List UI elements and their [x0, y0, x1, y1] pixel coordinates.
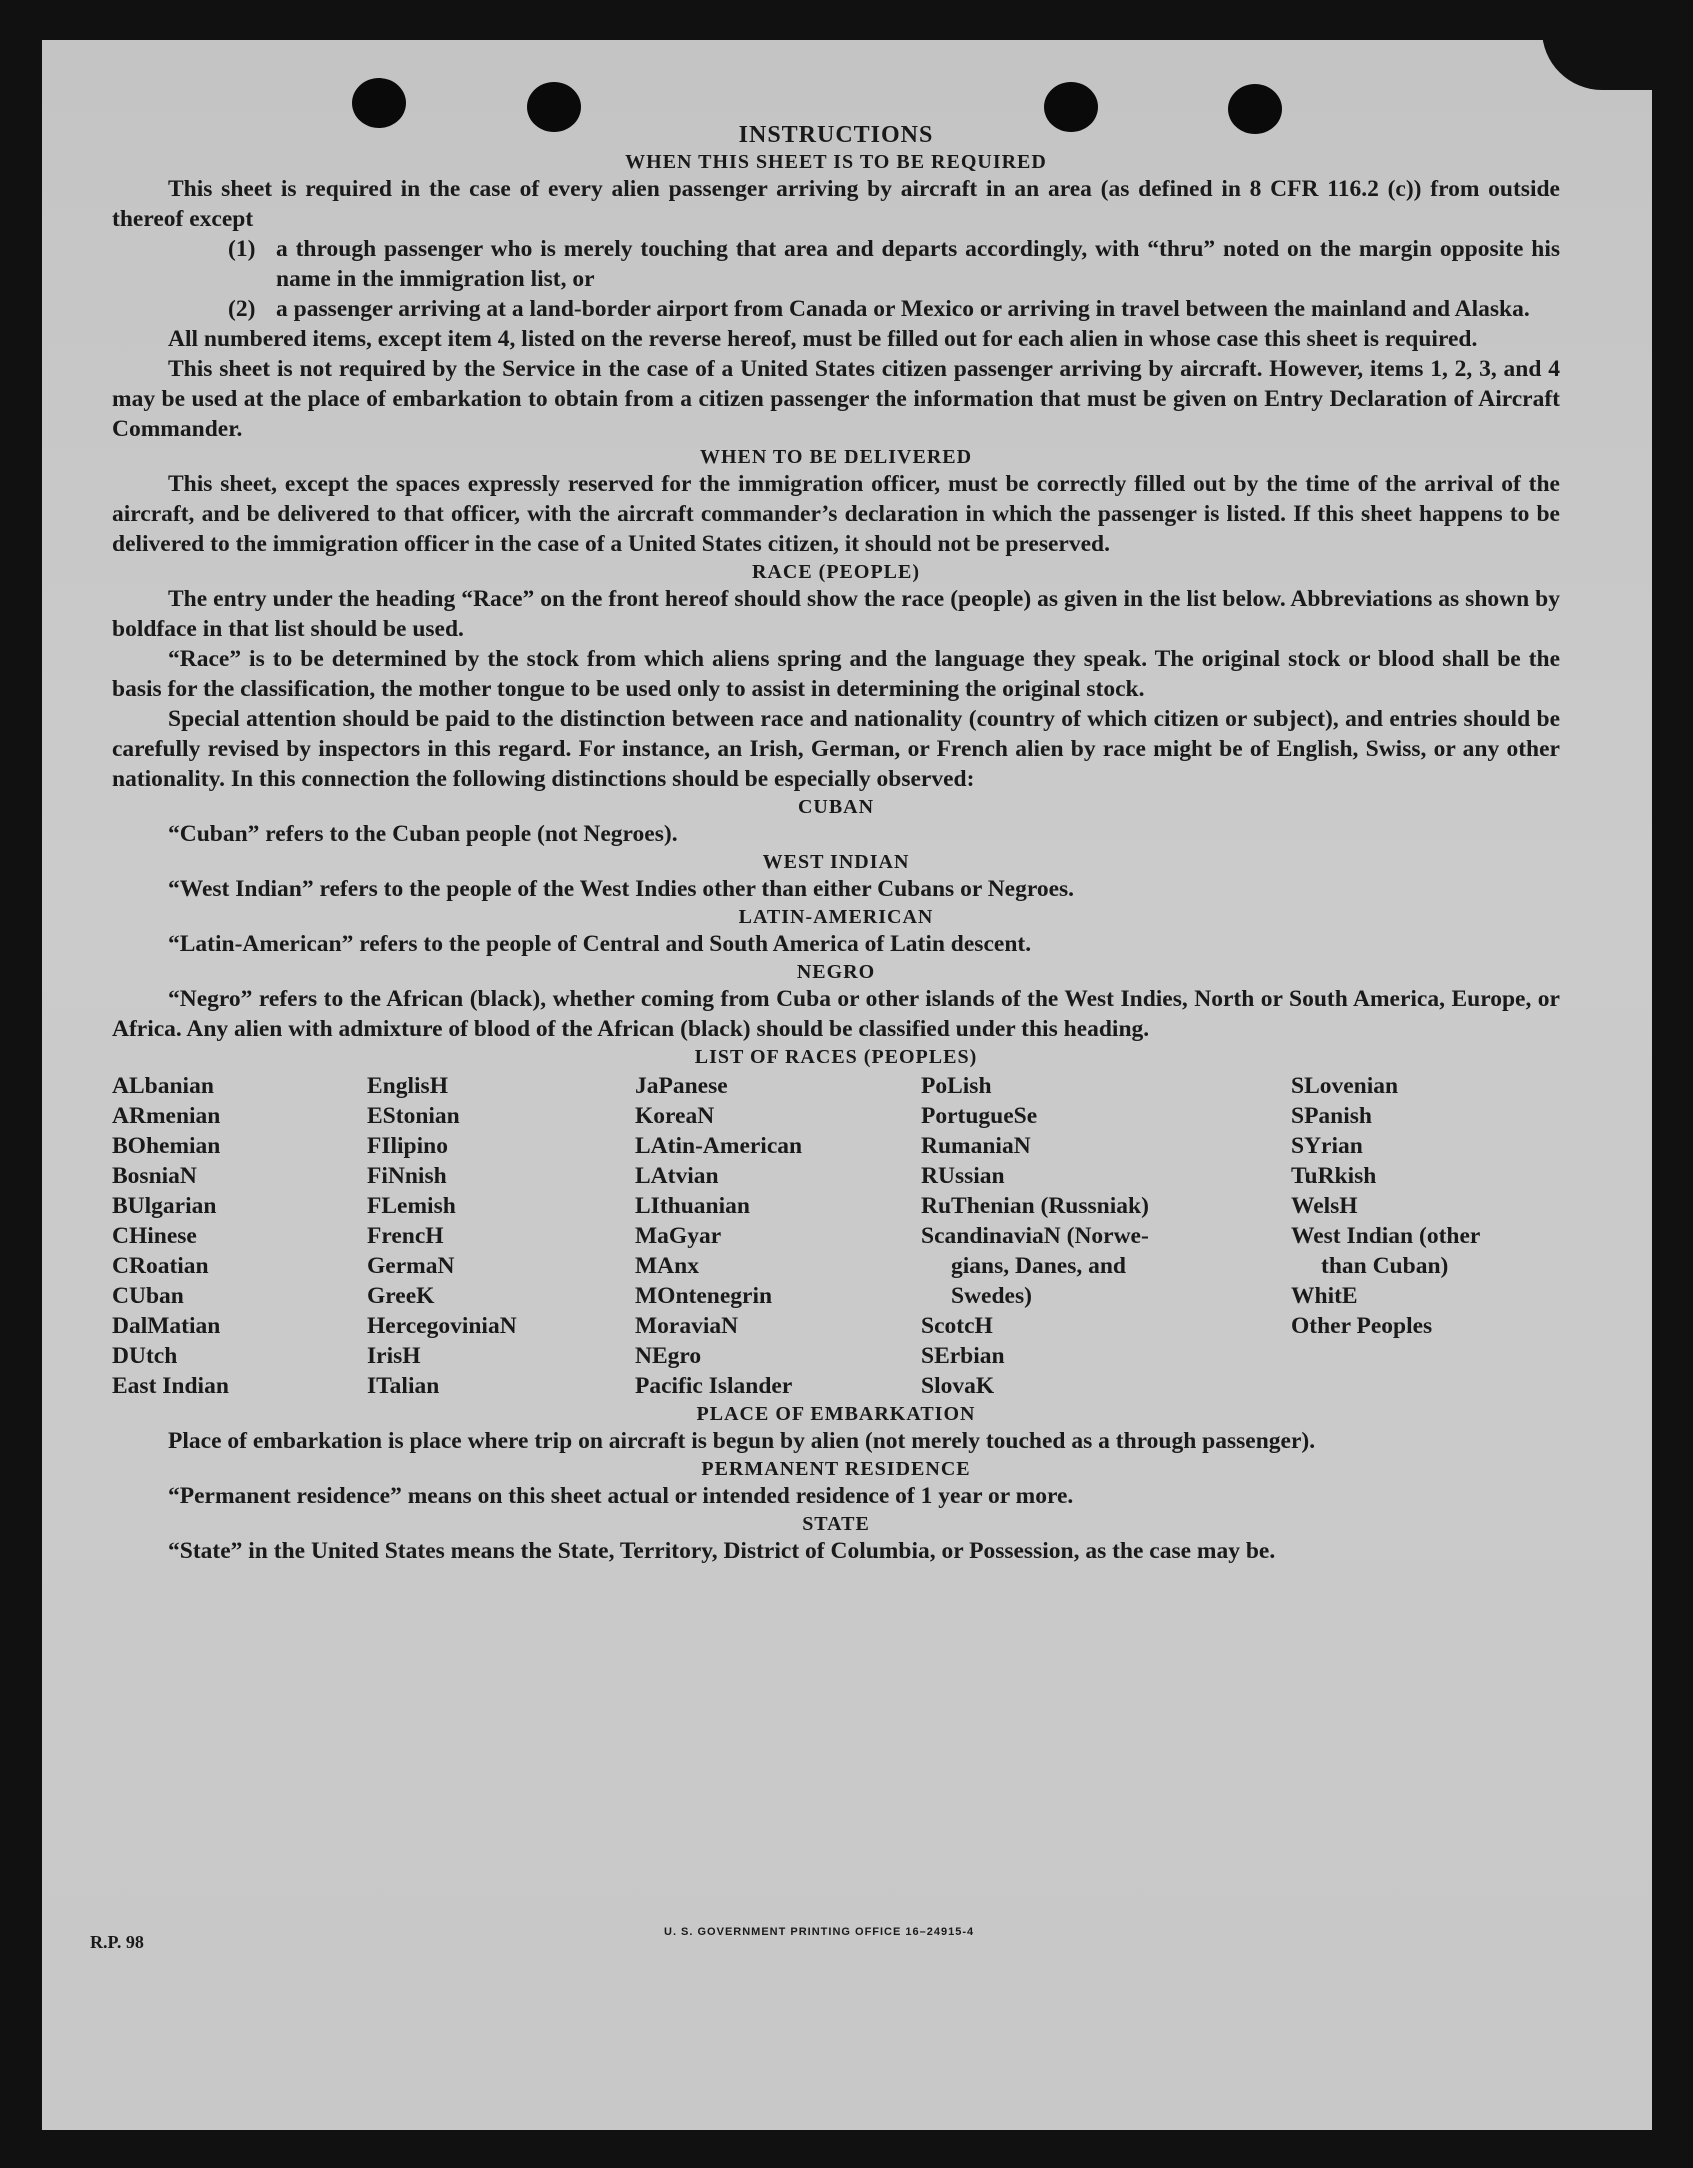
race-entry: FIlipino: [367, 1133, 448, 1159]
race-entry: LIthuanian: [635, 1193, 750, 1219]
race-entry: BosniaN: [112, 1163, 197, 1189]
race-entry: GermaN: [367, 1253, 455, 1279]
race-entry: FLemish: [367, 1193, 456, 1219]
section-heading-when-delivered: WHEN TO BE DELIVERED: [699, 446, 973, 468]
paragraph: “Latin-American” refers to the people of Central and South America of Latin descent.: [168, 931, 1032, 957]
race-entry: IrisH: [367, 1343, 421, 1369]
race-entry: CUban: [112, 1283, 184, 1309]
race-entry: RUssian: [921, 1163, 1005, 1189]
race-entry: ARmenian: [112, 1103, 221, 1129]
punch-hole: [352, 78, 406, 128]
races-column: [367, 1071, 635, 1401]
race-entry: MoraviaN: [635, 1313, 739, 1339]
list-item: [228, 234, 1560, 294]
race-entry: SLovenian: [1291, 1073, 1399, 1099]
section-heading-list-of-races: LIST OF RACES (PEOPLES): [694, 1046, 978, 1068]
section-heading-permanent-residence: PERMANENT RESIDENCE: [701, 1458, 971, 1480]
race-entry: East Indian: [112, 1373, 229, 1399]
item-text: a through passenger who is merely touching that area and departs accordingly, with “thru” noted on the margin opposite his name in the immigration list, or: [276, 236, 1560, 292]
race-entry: West Indian (other: [1291, 1223, 1481, 1249]
section-heading-latin-american: LATIN-AMERICAN: [738, 906, 934, 928]
section-heading-west-indian: WEST INDIAN: [762, 851, 910, 873]
race-entry-continued: than Cuban): [1321, 1253, 1449, 1279]
paragraph: “Negro” refers to the African (black), whether coming from Cuba or other islands of the West Indies, North or South America, Europe, or Africa. Any alien with admixture of blood of the African (black) should be classified under this heading.: [112, 986, 1560, 1042]
race-entry: WhitE: [1291, 1283, 1358, 1309]
race-entry: DUtch: [112, 1343, 178, 1369]
race-entry: LAtvian: [635, 1163, 719, 1189]
race-entry: FrencH: [367, 1223, 444, 1249]
race-entry: JaPanese: [635, 1073, 728, 1099]
paragraph: This sheet is not required by the Service in the case of a United States citizen passenger arriving by aircraft. However, items 1, 2, 3, and 4 may be used at the place of embarkation to obtain from a citizen passenger the information that must be given on Entry Declaration of Aircraft Commander.: [112, 356, 1560, 442]
race-entry: KoreaN: [635, 1103, 715, 1129]
paragraph: “Permanent residence” means on this sheet actual or intended residence of 1 year or more.: [168, 1483, 1074, 1509]
race-entry: ScotcH: [921, 1313, 993, 1339]
race-entry-continued: gians, Danes, and: [951, 1253, 1126, 1279]
paragraph: Special attention should be paid to the distinction between race and nationality (country of which citizen or subject), and entries should be carefully revised by inspectors in this regard. For instance, an Irish, German, or French alien by race might be of English, Swiss, or any other nationality. In this connection the following distinctions should be especially observed:: [112, 706, 1560, 792]
races-column: [921, 1071, 1291, 1401]
race-entry: SlovaK: [921, 1373, 995, 1399]
race-entry: Pacific Islander: [635, 1373, 793, 1399]
torn-corner: [1542, 40, 1652, 90]
race-entry: ITalian: [367, 1373, 440, 1399]
section-heading-cuban: CUBAN: [797, 796, 875, 818]
race-entry: ALbanian: [112, 1073, 214, 1099]
race-entry: TuRkish: [1291, 1163, 1377, 1189]
race-entry: FiNnish: [367, 1163, 447, 1189]
race-entry: BUlgarian: [112, 1193, 217, 1219]
race-entry: WelsH: [1291, 1193, 1358, 1219]
section-heading-negro: NEGRO: [796, 961, 876, 983]
form-number: R.P. 98: [90, 1932, 144, 1952]
race-entry: EStonian: [367, 1103, 460, 1129]
races-column: [1291, 1071, 1560, 1401]
item-number: (1): [228, 236, 256, 262]
section-heading-when-required: WHEN THIS SHEET IS TO BE REQUIRED: [625, 151, 1047, 173]
race-entry: CHinese: [112, 1223, 197, 1249]
item-number: (2): [228, 296, 256, 322]
section-heading-race: RACE (PEOPLE): [752, 561, 920, 583]
race-entry: PortugueSe: [921, 1103, 1038, 1129]
paragraph: “Race” is to be determined by the stock from which aliens spring and the language they speak. The original stock or blood shall be the basis for the classification, the mother tongue to be used only to assist in determining the original stock.: [112, 646, 1560, 702]
race-entry: MAnx: [635, 1253, 699, 1279]
paragraph: “Cuban” refers to the Cuban people (not Negroes).: [168, 821, 678, 847]
race-entry-continued: Swedes): [951, 1283, 1032, 1309]
race-entry: CRoatian: [112, 1253, 209, 1279]
race-entry: PoLish: [921, 1073, 992, 1099]
document-page: [42, 40, 1652, 2130]
race-entry: MaGyar: [635, 1223, 722, 1249]
race-entry: MOntenegrin: [635, 1283, 773, 1309]
race-entry: Other Peoples: [1291, 1313, 1433, 1339]
race-entry: ScandinaviaN (Norwe-: [921, 1223, 1149, 1249]
list-item: [228, 294, 1560, 324]
paragraph: “West Indian” refers to the people of the West Indies other than either Cubans or Negroes.: [168, 876, 1075, 902]
printer-imprint: U. S. GOVERNMENT PRINTING OFFICE 16–24915-4: [664, 1926, 975, 1938]
paragraph: This sheet, except the spaces expressly reserved for the immigration officer, must be correctly filled out by the time of the arrival of the aircraft, and be delivered to that officer, with the aircraft commander’s declaration in which the passenger is listed. If this sheet happens to be delivered to the immigration officer in the case of a United States citizen, it should not be preserved.: [112, 471, 1560, 557]
race-entry: SPanish: [1291, 1103, 1372, 1129]
paragraph: All numbered items, except item 4, listed on the reverse hereof, must be filled out for each alien in whose case this sheet is required.: [168, 326, 1478, 352]
races-list: [112, 1071, 1560, 1401]
race-entry: RumaniaN: [921, 1133, 1031, 1159]
section-heading-place-of-embarkation: PLACE OF EMBARKATION: [696, 1403, 976, 1425]
paragraph: Place of embarkation is place where trip on aircraft is begun by alien (not merely touched as a through passenger).: [168, 1428, 1316, 1454]
race-entry: NEgro: [635, 1343, 702, 1369]
race-entry: HercegoviniaN: [367, 1313, 517, 1339]
section-heading-state: STATE: [802, 1513, 870, 1535]
race-entry: RuThenian (Russniak): [921, 1193, 1149, 1219]
item-text: a passenger arriving at a land-border airport from Canada or Mexico or arriving in travel between the mainland and Alaska.: [276, 296, 1530, 322]
races-column: [635, 1071, 921, 1401]
race-entry: BOhemian: [112, 1133, 221, 1159]
paragraph: “State” in the United States means the State, Territory, District of Columbia, or Possession, as the case may be.: [168, 1538, 1276, 1564]
race-entry: DalMatian: [112, 1313, 221, 1339]
page-title: INSTRUCTIONS: [738, 122, 934, 148]
race-entry: GreeK: [367, 1283, 435, 1309]
races-column: [112, 1071, 367, 1401]
instructions-body: [112, 122, 1560, 1566]
race-entry: EnglisH: [367, 1073, 448, 1099]
race-entry: SYrian: [1291, 1133, 1363, 1159]
paragraph: This sheet is required in the case of every alien passenger arriving by aircraft in an area (as defined in 8 CFR 116.2 (c)) from outside thereof except: [112, 176, 1560, 232]
race-entry: LAtin-American: [635, 1133, 803, 1159]
race-entry: SErbian: [921, 1343, 1005, 1369]
paragraph: The entry under the heading “Race” on the front hereof should show the race (people) as given in the list below. Abbreviations as shown by boldface in that list should be used.: [112, 586, 1560, 642]
